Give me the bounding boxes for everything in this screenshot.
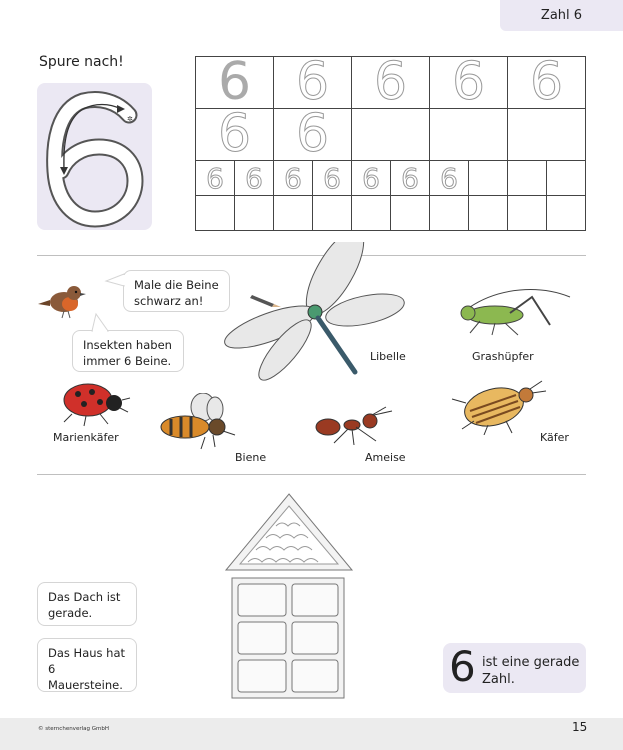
- trace-cell-small[interactable]: [196, 161, 235, 196]
- chapter-title: Zahl 6: [540, 8, 583, 23]
- trace-cell-small-empty[interactable]: [430, 196, 469, 231]
- trace-cell[interactable]: [274, 104, 352, 164]
- trace-cell-small-empty[interactable]: [196, 196, 235, 231]
- trace-cell-solid[interactable]: [196, 52, 274, 112]
- trace-cell-small-empty[interactable]: [235, 196, 274, 231]
- dotted-digit: 6: [295, 52, 330, 112]
- bubble-tail-icon: [88, 312, 110, 332]
- bee-icon: [155, 393, 245, 451]
- insect-label-kaefer: Käfer: [540, 431, 569, 444]
- trace-cell-small-empty[interactable]: [274, 196, 313, 231]
- insect-label-ameise: Ameise: [365, 451, 406, 464]
- answer-text: ist eine gerade Zahl.: [482, 655, 580, 687]
- trace-cell[interactable]: [196, 104, 274, 164]
- grasshopper-icon: [440, 285, 575, 340]
- dotted-digit-small: 6: [362, 161, 380, 195]
- insect-label-biene: Biene: [235, 451, 267, 464]
- copyright-text: © sternchenverlag GmbH: [38, 726, 109, 732]
- statement-bricks-text: Das Haus hat 6 Mauersteine.: [48, 646, 126, 692]
- answer-number: 6: [449, 642, 476, 691]
- dotted-digit-small: 6: [401, 161, 419, 195]
- trace-cell-small[interactable]: [274, 161, 313, 196]
- dotted-digit-small: 6: [440, 161, 458, 195]
- trace-cell-small-empty[interactable]: [469, 196, 508, 231]
- trace-cell-small[interactable]: [430, 161, 469, 196]
- trace-cell-small-empty[interactable]: [469, 161, 508, 196]
- ladybug-icon: [52, 378, 132, 428]
- speech-text-coloring: Male die Beine schwarz an!: [134, 278, 219, 308]
- dotted-digit-small: 6: [206, 161, 224, 195]
- trace-cell[interactable]: [274, 52, 352, 112]
- page-footer: [0, 718, 623, 750]
- beetle-icon: [448, 377, 548, 435]
- trace-cell[interactable]: [430, 52, 508, 112]
- robin-bird-icon: [36, 280, 86, 320]
- tracing-grid: [195, 52, 586, 231]
- insect-label-grashuepfer: Grashüpfer: [472, 350, 534, 363]
- six-stroke-guide-icon: [37, 83, 152, 230]
- trace-cell-small-empty[interactable]: [313, 196, 352, 231]
- trace-cell-small[interactable]: [352, 161, 391, 196]
- trace-cell-empty[interactable]: [352, 109, 430, 161]
- section-divider: [37, 474, 586, 475]
- trace-cell-small-empty[interactable]: [508, 196, 547, 231]
- dotted-digit: 6: [217, 104, 252, 164]
- dotted-digit-small: 6: [284, 161, 302, 195]
- trace-cell-small-empty[interactable]: [547, 196, 586, 231]
- speech-bubble-fact: [72, 330, 184, 372]
- trace-cell-small[interactable]: [391, 161, 430, 196]
- solid-digit: 6: [217, 52, 252, 112]
- statement-box-roof[interactable]: [37, 582, 137, 626]
- trace-cell-small[interactable]: [235, 161, 274, 196]
- statement-box-bricks[interactable]: [37, 638, 137, 692]
- chapter-tab: [500, 0, 623, 31]
- dotted-digit: 6: [295, 104, 330, 164]
- trace-cell-empty[interactable]: [508, 109, 586, 161]
- svg-text:✲: ✲: [127, 115, 133, 123]
- bubble-tail-icon: [104, 272, 126, 288]
- insect-label-libelle: Libelle: [370, 350, 406, 363]
- trace-instruction: Spure nach!: [39, 54, 124, 70]
- insect-label-marienkaefer: Marienkäfer: [53, 431, 119, 444]
- dragonfly-icon: [215, 242, 405, 387]
- trace-cell-empty[interactable]: [430, 109, 508, 161]
- trace-cell-small[interactable]: [313, 161, 352, 196]
- trace-cell-small-empty[interactable]: [391, 196, 430, 231]
- dotted-digit: 6: [529, 52, 564, 112]
- statement-roof-text: Das Dach ist gerade.: [48, 590, 121, 620]
- trace-cell[interactable]: [508, 52, 586, 112]
- trace-cell-small-empty[interactable]: [547, 161, 586, 196]
- trace-cell[interactable]: [352, 52, 430, 112]
- speech-bubble-coloring: [123, 270, 230, 312]
- house-drawing-icon: [222, 490, 357, 705]
- dotted-digit-small: 6: [245, 161, 263, 195]
- trace-cell-small-empty[interactable]: [352, 196, 391, 231]
- tracing-guide-panel: [37, 83, 152, 230]
- ant-icon: [310, 405, 405, 447]
- dotted-digit: 6: [451, 52, 486, 112]
- dotted-digit: 6: [373, 52, 408, 112]
- page-number: 15: [572, 720, 588, 734]
- trace-cell-small-empty[interactable]: [508, 161, 547, 196]
- speech-text-fact: Insekten haben immer 6 Beine.: [83, 338, 172, 368]
- dotted-digit-small: 6: [323, 161, 341, 195]
